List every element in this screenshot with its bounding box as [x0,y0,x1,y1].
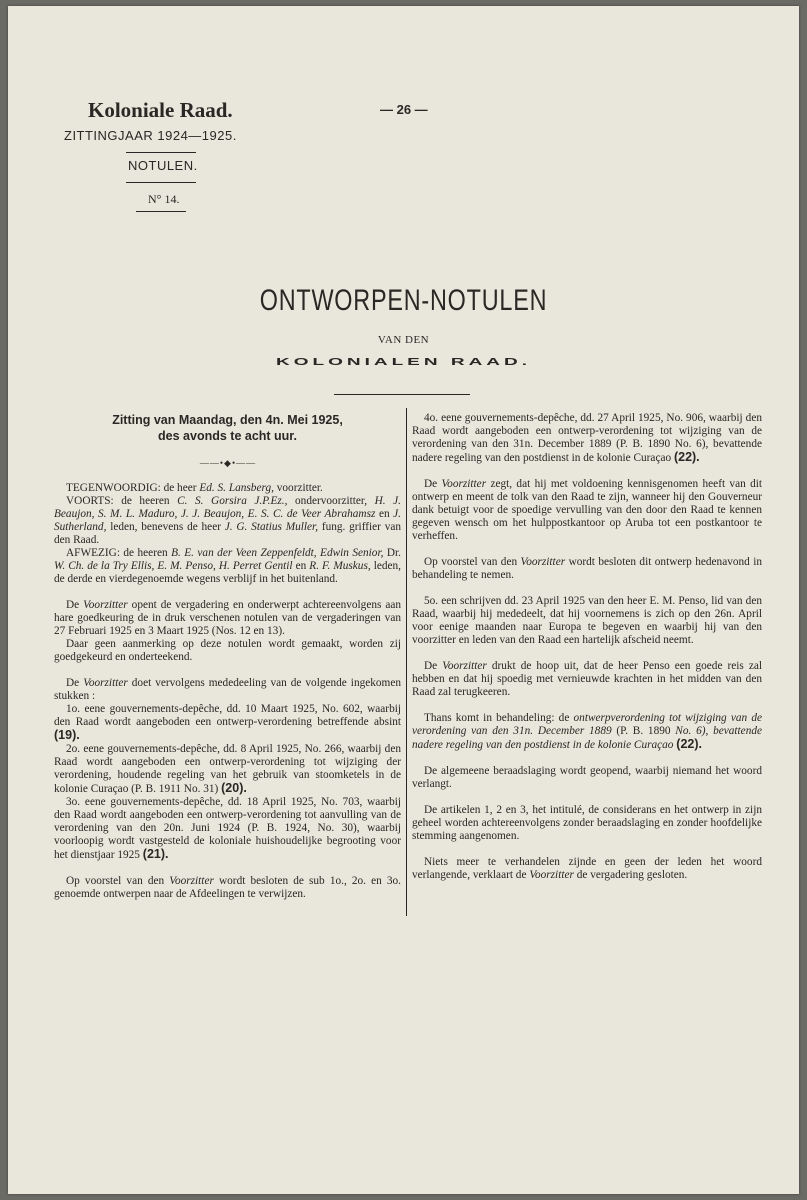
paragraph-closing: Niets meer te verhandelen zijnde en geen der leden het woord verlangende, verklaart de Voorzitter de vergadering gesloten. [412,856,762,881]
paragraph-articles: De artikelen 1, 2 en 3, het intitulé, de considerans en het ontwerp in zijn geheel worden achtereenvolgens zonder beraadslaging en zonder hoofdelijke stemming aangenomen. [412,804,762,842]
header-rule [126,182,196,183]
attendance-absent: AFWEZIG: de heeren B. E. van der Veen Zeppenfeldt, Edwin Senior, Dr. W. Ch. de la Try Ellis, E. M. Penso, H. Perret Gentil en R. F. Muskus, leden, de derde en vierdegenoemde wegens verblijf in het buitenland. [54,547,402,585]
incoming-item-5: 5o. een schrijven dd. 23 April 1925 van den heer E. M. Penso, lid van den Raad, waarbij hij mededeelt, dat hij voornemens is zich op den 26n. April voor eenige maanden naar Europa te begeven en waarbij hij van den voorzitter en leden van den Raad een hartelijk afscheid neemt. [412,595,762,646]
incoming-item-2: 2o. eene gouvernements-depêche, dd. 8 April 1925, No. 266, waarbij den Raad wordt aangeboden een ontwerp-verordening tot wijziging der verordening, houdende regeling van het gebruik van stoomketels in de kolonie Curaçao (P. B. 1911 No. 31) (20). [54,743,401,795]
incoming-item-1: 1o. eene gouvernements-depêche, dd. 10 Maart 1925, No. 602, waarbij den Raad wordt aangeboden een ontwerp-verordening betreffende absint (19). [54,703,401,742]
subtitle-van-den: VAN DEN [377,334,430,346]
header-rule [136,211,186,212]
main-title: ONTWORPEN-NOTULEN [259,284,548,317]
incoming-item-3: 3o. eene gouvernements-depêche, dd. 18 April 1925, No. 703, waarbij den Raad wordt aangeboden een ontwerp-verordening tot aanvulling van de verordening van den 20n. Juni 1924 (P. B. 1924, No. 30), waarbij voorloopig wordt vastgesteld de koloniale huishoudelijke begrooting voor het dienstjaar 1925 (21). [54,796,401,861]
paragraph-farewell: De Voorzitter drukt de hoop uit, dat de heer Penso een goede reis zal hebben en dat hij spoedig met vernieuwde krachten in het midden van den Raad zal terugkeeren. [412,660,762,698]
paragraph-chair-remark: De Voorzitter zegt, dat hij met voldoening kennisgenomen heeft van dit ontwerp en meent de tolk van den Raad te zijn, wanneer hij den Gouverneur dank betuigt voor de spoedige vervulling van den door den Raad te kennen gegeven wensch om het hulppostkantoor op Aruba tot een postkantoor te verheffen. [412,478,763,542]
paragraph-proposal: Op voorstel van den Voorzitter wordt besloten dit ontwerp hedenavond in behandeling te nemen. [412,556,763,581]
paragraph-incoming: De Voorzitter doet vervolgens mededeeling van de volgende ingekomen stukken : [54,677,402,702]
paragraph-approval: Daar geen aanmerking op deze notulen wordt gemaakt, worden zij goedgekeurd en onderteekend. [54,638,401,663]
left-column [54,482,401,901]
document-number: N° 14. [148,192,180,206]
incoming-item-4: 4o. eene gouvernements-depêche, dd. 27 April 1925, No. 906, waarbij den Raad wordt aangeboden een ontwerp-verordening tot wijziging van de verordening van den 31n. December 1889 (P. B. 1890 No. 6), bevattende nadere regeling van den postdienst in de kolonie Curaçao (22). [412,412,762,464]
session-date: Zitting van Maandag, den 4n. Mei 1925, [112,413,343,427]
council-title: Koloniale Raad. [88,98,233,122]
section-label: NOTULEN. [128,158,198,173]
session-time: des avonds te acht uur. [158,429,297,443]
council-banner-title: KOLONIALEN RAAD. [275,355,532,368]
session-heading [54,412,401,444]
ornament: ——•◆•—— [199,458,257,468]
attendance-also: VOORTS: de heeren C. S. Gorsira J.P.Ez., ondervoorzitter, H. J. Beaujon, S. M. L. Maduro, J. J. Beaujon, E. S. C. de Veer Abrahamsz en J. Sutherland, leden, benevens de heer J. G. Statius Muller, fung. griffier van den Raad. [54,495,402,546]
session-year: ZITTINGJAAR 1924—1925. [64,128,237,143]
paragraph-deliberation: De algemeene beraadslaging wordt geopend, waarbij niemand het woord verlangt. [412,765,762,790]
paragraph-treatment: Thans komt in behandeling: de ontwerpverordening tot wijziging van de verordening van den 31n. December 1889 (P. B. 1890 No. 6), bevattende nadere regeling van den postdienst in de kolonie Curaçao (22). [412,712,763,751]
right-column [412,412,762,895]
header-rule [126,152,196,153]
attendance-present: TEGENWOORDIG: de heer Ed. S. Lansberg, voorzitter. [66,482,323,494]
document-page [8,6,799,1194]
page-number: — 26 — [380,102,428,117]
paragraph-minutes: De Voorzitter opent de vergadering en onderwerpt achtereenvolgens aan hare goedkeuring de in druk verschenen notulen van de vergaderingen van 27 Februari 1925 en 3 Maart 1925 (Nos. 12 en 13). [54,599,402,637]
column-divider [406,408,407,916]
paragraph-referral: Op voorstel van den Voorzitter wordt besloten de sub 1o., 2o. en 3o. genoemde ontwerpen naar de Afdeelingen te verwijzen. [54,875,402,900]
title-rule [334,394,470,395]
